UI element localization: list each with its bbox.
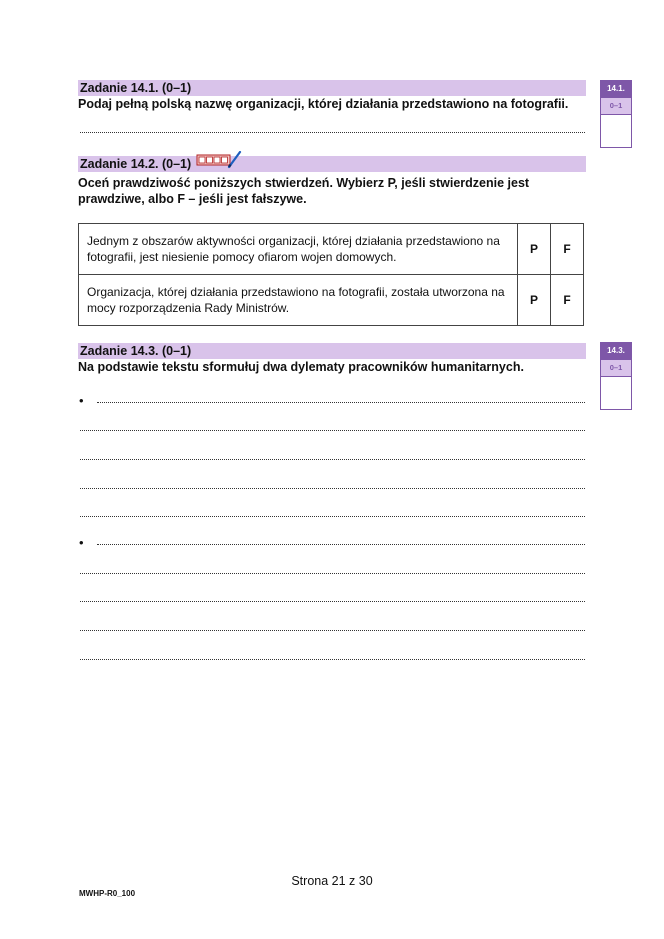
false-option[interactable]: F bbox=[551, 275, 584, 326]
score-entry-box[interactable] bbox=[601, 115, 631, 147]
table-row bbox=[79, 224, 584, 275]
true-option[interactable]: P bbox=[518, 224, 551, 275]
task-14-3-title: Zadanie 14.3. (0–1) bbox=[80, 344, 192, 358]
task-14-1-instruction: Podaj pełną polską nazwę organizacji, której działania przedstawiono na fotografii. bbox=[78, 97, 569, 111]
true-option[interactable]: P bbox=[518, 275, 551, 326]
score-range: 0–1 bbox=[601, 97, 631, 115]
answer-line[interactable] bbox=[80, 630, 585, 631]
bullet-2: • bbox=[79, 535, 84, 550]
score-box-14-1 bbox=[600, 80, 632, 148]
statement-text: Jednym z obszarów aktywności organizacji, której działania przedstawiono na fotografii, jest niesienie pomocy ofiarom wojen domowych. bbox=[79, 224, 518, 275]
answer-line[interactable] bbox=[97, 402, 585, 403]
task-14-1-title: Zadanie 14.1. (0–1) bbox=[80, 81, 192, 95]
score-label: 14.3. bbox=[601, 343, 631, 359]
score-range: 0–1 bbox=[601, 359, 631, 377]
answer-line[interactable] bbox=[80, 459, 585, 460]
score-entry-box[interactable] bbox=[601, 377, 631, 409]
score-box-14-3 bbox=[600, 342, 632, 410]
answer-line[interactable] bbox=[80, 516, 585, 517]
keyboard-pen-icon bbox=[196, 151, 242, 171]
answer-line[interactable] bbox=[97, 544, 585, 545]
statement-text: Organizacja, której działania przedstawiono na fotografii, została utworzona na mocy rozporządzenia Rady Ministrów. bbox=[79, 275, 518, 326]
bullet-1: • bbox=[79, 393, 84, 408]
exam-code: MWHP-R0_100 bbox=[79, 889, 136, 898]
table-row bbox=[79, 275, 584, 326]
task-14-2-title: Zadanie 14.2. (0–1) bbox=[80, 157, 192, 171]
answer-line[interactable] bbox=[80, 659, 585, 660]
score-label: 14.1. bbox=[601, 81, 631, 97]
page-number: Strona 21 z 30 bbox=[291, 874, 373, 888]
true-false-table bbox=[78, 223, 584, 326]
answer-line[interactable] bbox=[80, 132, 585, 133]
answer-line[interactable] bbox=[80, 488, 585, 489]
answer-line[interactable] bbox=[80, 573, 585, 574]
answer-line[interactable] bbox=[80, 430, 585, 431]
false-option[interactable]: F bbox=[551, 224, 584, 275]
answer-line[interactable] bbox=[80, 601, 585, 602]
task-14-2-instruction: Oceń prawdziwość poniższych stwierdzeń. Wybierz P, jeśli stwierdzenie jest prawdziwe, albo F – jeśli jest fałszywe. bbox=[78, 176, 530, 206]
task-14-3-instruction: Na podstawie tekstu sformułuj dwa dylematy pracowników humanitarnych. bbox=[78, 360, 524, 374]
